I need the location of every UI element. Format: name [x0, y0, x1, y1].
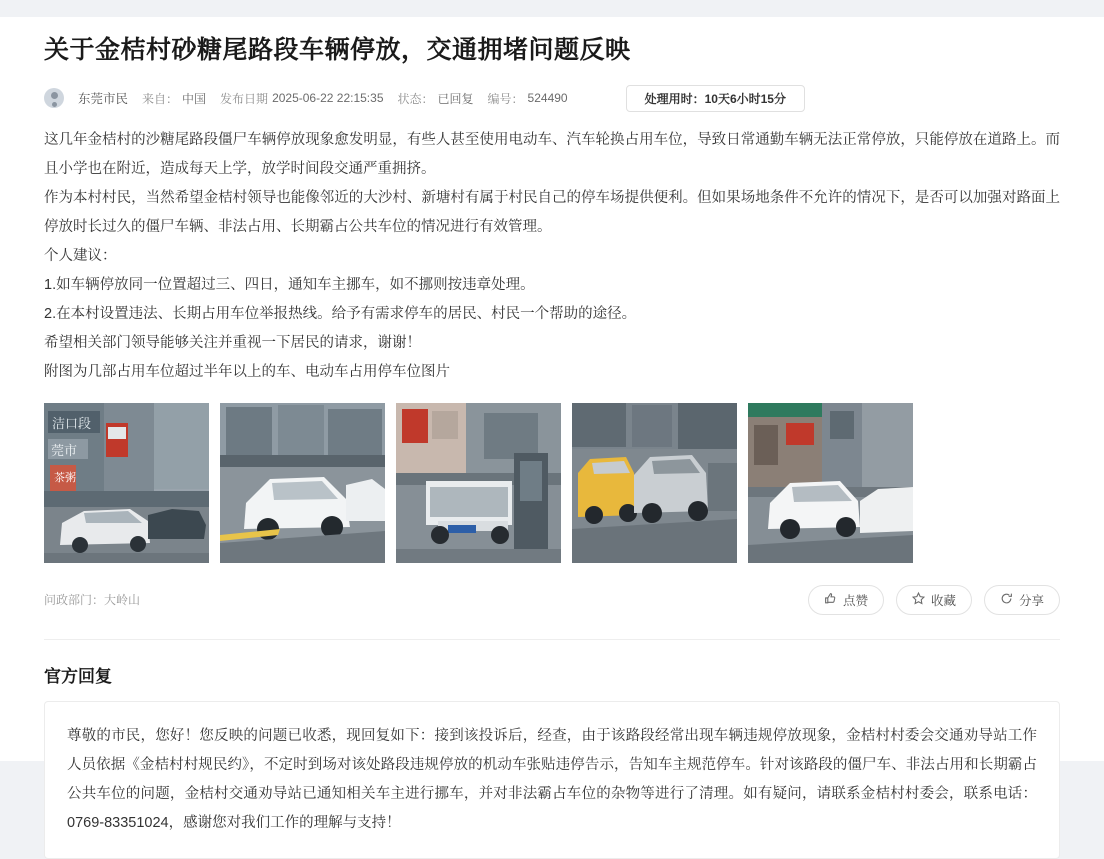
svg-text:洁口段: 洁口段 — [52, 415, 92, 431]
like-label: 点赞 — [842, 593, 868, 608]
avatar — [44, 88, 64, 108]
photo-1-street-parking[interactable] — [44, 403, 209, 563]
like-button[interactable] — [808, 585, 884, 615]
author-name: 东莞市民 — [78, 92, 129, 106]
action-buttons — [808, 585, 1060, 615]
source-label: 来自： — [142, 91, 179, 106]
share-icon — [1000, 592, 1013, 608]
star-icon — [912, 592, 925, 608]
status-label: 状态： — [397, 91, 434, 106]
id-label: 编号： — [487, 91, 524, 106]
photo-2-white-suv[interactable] — [220, 403, 385, 563]
dept-label: 问政部门： — [44, 593, 105, 607]
dept-value: 大岭山 — [104, 593, 141, 607]
photo-4-yellow-van[interactable] — [572, 403, 737, 563]
official-reply-body: 尊敬的市民，您好！您反映的问题已收悉，现回复如下：接到该投诉后，经查，由于该路段经常出现车辆违规停放现象，金桔村村委会交通劝导站工作人员依据《金桔村村规民约》，不定时到场对该处路段违规停放的机动车张贴违停告示，告知车主规范停车。针对该路段的僵尸车、非法占用和长期霸占公共车位的问题，金桔村交通劝导站已通知相关车主进行挪车，并对非法霸占车位的杂物等进行了清理。如有疑问，请联系金桔村村委会，联系电话：0769-83351024，感谢您对我们工作的理解与支持！ — [44, 701, 1060, 859]
share-button[interactable] — [984, 585, 1060, 615]
processing-duration-badge: 处理用时：10天6小时15分 — [626, 85, 805, 112]
status-value: 已回复 — [437, 91, 474, 106]
body-paragraph: 2.在本村设置违法、长期占用车位举报热线。给予有需求停车的居民、村民一个帮助的途径。 — [44, 305, 637, 322]
photo-gallery — [44, 403, 1060, 563]
photo-3-truck-bed[interactable] — [396, 403, 561, 563]
source-value: 中国 — [182, 91, 207, 106]
body-paragraph: 个人建议： — [44, 247, 117, 264]
photo-5-shopfront-cars[interactable] — [748, 403, 913, 563]
post-page — [0, 17, 1104, 831]
body-paragraph: 1.如车辆停放同一位置超过三、四日，通知车主挪车，如不挪则按违章处理。 — [44, 276, 535, 293]
post-meta — [44, 85, 1060, 112]
body-paragraph: 这几年金桔村的沙糖尾路段僵尸车辆停放现象愈发明显，有些人甚至使用电动车、汽车轮换占用车位，导致日常通勤车辆无法正常停放，只能停放在道路上。而且小学也在附近，造成每天上学，放学时间段交通严重拥挤。 — [44, 131, 1060, 177]
body-paragraph: 希望相关部门领导能够关注并重视一下居民的请求，谢谢！ — [44, 334, 421, 351]
date-value: 2025-06-22 22:15:35 — [272, 91, 384, 105]
post-content — [0, 17, 1104, 859]
official-reply-heading: 官方回复 — [44, 666, 112, 686]
svg-text:莞市: 莞市 — [51, 442, 78, 458]
favorite-button[interactable] — [896, 585, 972, 615]
svg-text:茶粥: 茶粥 — [54, 471, 76, 484]
body-paragraph: 附图为几部占用车位超过半年以上的车、电动车占用停车位图片 — [44, 363, 450, 380]
page-title: 关于金桔村砂糖尾路段车辆停放，交通拥堵问题反映 — [44, 35, 631, 64]
section-divider — [44, 639, 1060, 640]
body-paragraph: 作为本村村民，当然希望金桔村领导也能像邻近的大沙村、新塘村有属于村民自己的停车场提供便利。但如果场地条件不允许的情况下，是否可以加强对路面上停放时长过久的僵尸车辆、非法占用、长期霸占公共车位的情况进行有效管理。 — [44, 189, 1060, 235]
post-footer — [44, 583, 1060, 617]
post-body — [44, 126, 1060, 387]
share-label: 分享 — [1018, 593, 1044, 608]
favorite-label: 收藏 — [930, 593, 956, 608]
id-value: 524490 — [527, 91, 568, 105]
thumbs-up-icon — [824, 592, 837, 608]
date-label: 发布日期 — [220, 91, 269, 106]
